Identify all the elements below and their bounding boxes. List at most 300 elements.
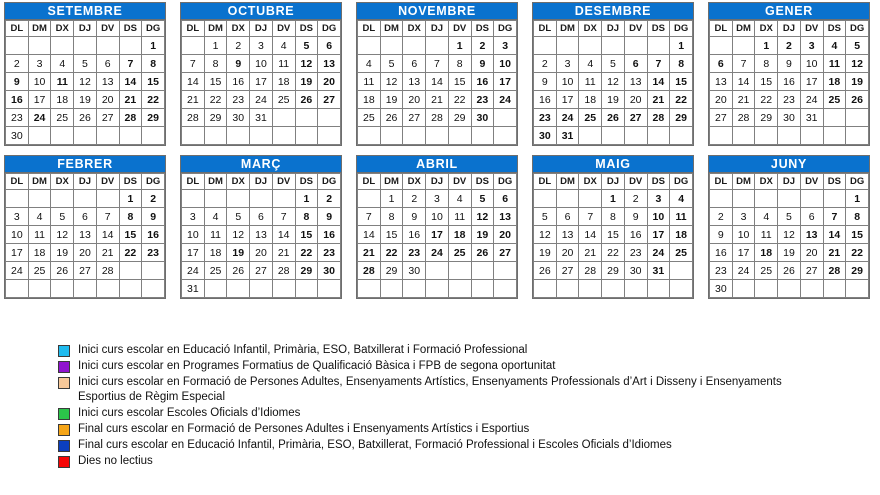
day-cell-holiday[interactable]: 5 bbox=[295, 37, 318, 55]
day-cell[interactable]: 12 bbox=[534, 226, 557, 244]
day-cell-holiday[interactable]: 3 bbox=[494, 37, 517, 55]
day-cell-holiday[interactable]: 27 bbox=[318, 91, 341, 109]
day-cell-holiday[interactable]: 9 bbox=[318, 208, 341, 226]
day-cell[interactable]: 19 bbox=[602, 91, 625, 109]
day-cell[interactable]: 9 bbox=[403, 208, 426, 226]
day-cell-holiday[interactable]: 21 bbox=[647, 91, 670, 109]
day-cell[interactable]: 8 bbox=[204, 55, 227, 73]
day-cell-holiday[interactable]: 15 bbox=[295, 226, 318, 244]
day-cell-holiday[interactable]: 2 bbox=[778, 37, 801, 55]
day-cell[interactable]: 21 bbox=[579, 244, 602, 262]
day-cell-holiday[interactable]: 19 bbox=[471, 226, 494, 244]
day-cell[interactable]: 27 bbox=[800, 262, 823, 280]
day-cell-holiday[interactable]: 14 bbox=[823, 226, 846, 244]
day-cell-holiday[interactable]: 17 bbox=[647, 226, 670, 244]
day-cell[interactable]: 23 bbox=[710, 262, 733, 280]
day-cell[interactable]: 13 bbox=[624, 73, 647, 91]
day-cell[interactable]: 30 bbox=[624, 262, 647, 280]
day-cell[interactable]: 10 bbox=[556, 73, 579, 91]
day-cell[interactable]: 20 bbox=[74, 244, 97, 262]
day-cell[interactable]: 4 bbox=[755, 208, 778, 226]
day-cell[interactable]: 12 bbox=[778, 226, 801, 244]
day-cell[interactable]: 20 bbox=[96, 91, 119, 109]
day-cell-holiday[interactable]: 8 bbox=[119, 208, 142, 226]
day-cell[interactable]: 26 bbox=[534, 262, 557, 280]
day-cell[interactable]: 8 bbox=[448, 55, 471, 73]
day-cell-holiday[interactable]: 2 bbox=[142, 190, 165, 208]
day-cell-holiday[interactable]: 1 bbox=[119, 190, 142, 208]
day-cell[interactable]: 4 bbox=[204, 208, 227, 226]
day-cell[interactable]: 22 bbox=[448, 91, 471, 109]
day-cell[interactable]: 5 bbox=[380, 55, 403, 73]
day-cell[interactable]: 15 bbox=[602, 226, 625, 244]
day-cell-holiday[interactable]: 7 bbox=[823, 208, 846, 226]
day-cell-holiday[interactable]: 22 bbox=[295, 244, 318, 262]
day-cell[interactable]: 30 bbox=[403, 262, 426, 280]
day-cell[interactable]: 6 bbox=[403, 55, 426, 73]
day-cell[interactable]: 13 bbox=[403, 73, 426, 91]
day-cell-end-adults[interactable]: 13 bbox=[800, 226, 823, 244]
day-cell[interactable]: 4 bbox=[358, 55, 381, 73]
day-cell-holiday[interactable]: 8 bbox=[295, 208, 318, 226]
day-cell[interactable]: 7 bbox=[579, 208, 602, 226]
day-cell-holiday[interactable]: 15 bbox=[846, 226, 869, 244]
day-cell[interactable]: 31 bbox=[182, 280, 205, 298]
day-cell[interactable]: 12 bbox=[380, 73, 403, 91]
day-cell-holiday[interactable]: 31 bbox=[556, 127, 579, 145]
day-cell[interactable]: 28 bbox=[272, 262, 295, 280]
day-cell[interactable]: 18 bbox=[358, 91, 381, 109]
day-cell[interactable]: 22 bbox=[204, 91, 227, 109]
day-cell-holiday[interactable]: 2 bbox=[318, 190, 341, 208]
day-cell[interactable]: 20 bbox=[556, 244, 579, 262]
day-cell[interactable]: 25 bbox=[358, 109, 381, 127]
day-cell-holiday[interactable]: 25 bbox=[670, 244, 693, 262]
day-cell[interactable]: 10 bbox=[800, 55, 823, 73]
day-cell[interactable]: 19 bbox=[534, 244, 557, 262]
day-cell-holiday[interactable]: 7 bbox=[647, 55, 670, 73]
day-cell[interactable]: 6 bbox=[556, 208, 579, 226]
day-cell[interactable]: 19 bbox=[51, 244, 74, 262]
day-cell-holiday[interactable]: 29 bbox=[670, 109, 693, 127]
day-cell[interactable]: 3 bbox=[732, 208, 755, 226]
day-cell[interactable]: 7 bbox=[96, 208, 119, 226]
day-cell-holiday[interactable]: 22 bbox=[846, 244, 869, 262]
day-cell[interactable]: 15 bbox=[204, 73, 227, 91]
day-cell-holiday[interactable]: 17 bbox=[426, 226, 449, 244]
day-cell-holiday[interactable]: 12 bbox=[846, 55, 869, 73]
day-cell[interactable]: 6 bbox=[250, 208, 273, 226]
day-cell-holiday[interactable]: 16 bbox=[142, 226, 165, 244]
day-cell-holiday[interactable]: 6 bbox=[624, 55, 647, 73]
day-cell[interactable]: 26 bbox=[74, 109, 97, 127]
day-cell[interactable]: 2 bbox=[403, 190, 426, 208]
day-cell-holiday[interactable]: 22 bbox=[670, 91, 693, 109]
day-cell[interactable]: 7 bbox=[182, 55, 205, 73]
day-cell-holiday[interactable]: 9 bbox=[471, 55, 494, 73]
day-cell[interactable]: 24 bbox=[800, 91, 823, 109]
day-cell[interactable]: 24 bbox=[732, 262, 755, 280]
day-cell[interactable]: 23 bbox=[778, 91, 801, 109]
day-cell[interactable]: 5 bbox=[51, 208, 74, 226]
day-cell-holiday[interactable]: 21 bbox=[358, 244, 381, 262]
day-cell[interactable]: 27 bbox=[710, 109, 733, 127]
day-cell-holiday[interactable]: 22 bbox=[119, 244, 142, 262]
day-cell-holiday[interactable]: 15 bbox=[142, 73, 165, 91]
day-cell-holiday[interactable]: 26 bbox=[846, 91, 869, 109]
day-cell[interactable]: 18 bbox=[204, 244, 227, 262]
day-cell-holiday[interactable]: 1 bbox=[755, 37, 778, 55]
day-cell[interactable]: 8 bbox=[380, 208, 403, 226]
day-cell[interactable]: 7 bbox=[272, 208, 295, 226]
day-cell[interactable]: 9 bbox=[778, 55, 801, 73]
day-cell[interactable]: 16 bbox=[227, 73, 250, 91]
day-cell-holiday[interactable]: 28 bbox=[119, 109, 142, 127]
day-cell[interactable]: 21 bbox=[96, 244, 119, 262]
day-cell-holiday[interactable]: 8 bbox=[670, 55, 693, 73]
day-cell-holiday[interactable]: 25 bbox=[448, 244, 471, 262]
day-cell-holiday[interactable]: 1 bbox=[295, 190, 318, 208]
day-cell[interactable]: 30 bbox=[778, 109, 801, 127]
day-cell[interactable]: 13 bbox=[556, 226, 579, 244]
day-cell-holiday[interactable]: 12 bbox=[471, 208, 494, 226]
day-cell-holiday[interactable]: 29 bbox=[295, 262, 318, 280]
day-cell[interactable]: 28 bbox=[732, 109, 755, 127]
day-cell[interactable]: 20 bbox=[624, 91, 647, 109]
day-cell-holiday[interactable]: 22 bbox=[380, 244, 403, 262]
day-cell[interactable]: 7 bbox=[732, 55, 755, 73]
day-cell[interactable]: 20 bbox=[800, 244, 823, 262]
day-cell[interactable]: 11 bbox=[358, 73, 381, 91]
day-cell[interactable]: 15 bbox=[755, 73, 778, 91]
day-cell[interactable]: 21 bbox=[182, 91, 205, 109]
day-cell[interactable]: 12 bbox=[227, 226, 250, 244]
day-cell-holiday[interactable]: 16 bbox=[318, 226, 341, 244]
day-cell-holiday[interactable]: 1 bbox=[142, 37, 165, 55]
day-cell-holiday[interactable]: 4 bbox=[823, 37, 846, 55]
day-cell[interactable]: 18 bbox=[272, 73, 295, 91]
day-cell-start-pfqb[interactable]: 11 bbox=[51, 73, 74, 91]
day-cell[interactable]: 17 bbox=[732, 244, 755, 262]
day-cell-holiday[interactable]: 11 bbox=[670, 208, 693, 226]
day-cell[interactable]: 29 bbox=[204, 109, 227, 127]
day-cell[interactable]: 3 bbox=[426, 190, 449, 208]
day-cell-holiday[interactable]: 19 bbox=[295, 73, 318, 91]
day-cell[interactable]: 11 bbox=[448, 208, 471, 226]
day-cell[interactable]: 8 bbox=[755, 55, 778, 73]
day-cell[interactable]: 10 bbox=[28, 73, 51, 91]
day-cell-holiday[interactable]: 23 bbox=[318, 244, 341, 262]
day-cell[interactable]: 14 bbox=[182, 73, 205, 91]
day-cell-holiday[interactable]: 24 bbox=[426, 244, 449, 262]
day-cell[interactable]: 2 bbox=[227, 37, 250, 55]
day-cell[interactable]: 9 bbox=[710, 226, 733, 244]
day-cell[interactable]: 19 bbox=[380, 91, 403, 109]
day-cell[interactable]: 27 bbox=[96, 109, 119, 127]
day-cell[interactable]: 29 bbox=[602, 262, 625, 280]
day-cell[interactable]: 16 bbox=[534, 91, 557, 109]
day-cell-holiday[interactable]: 25 bbox=[823, 91, 846, 109]
day-cell[interactable]: 24 bbox=[250, 91, 273, 109]
day-cell[interactable]: 14 bbox=[732, 73, 755, 91]
day-cell-holiday[interactable]: 19 bbox=[227, 244, 250, 262]
day-cell[interactable]: 24 bbox=[182, 262, 205, 280]
day-cell[interactable]: 4 bbox=[579, 55, 602, 73]
day-cell-holiday[interactable]: 14 bbox=[647, 73, 670, 91]
day-cell[interactable]: 13 bbox=[96, 73, 119, 91]
day-cell-holiday[interactable]: 19 bbox=[846, 73, 869, 91]
day-cell-holiday[interactable]: 1 bbox=[670, 37, 693, 55]
day-cell[interactable]: 17 bbox=[250, 73, 273, 91]
day-cell[interactable]: 30 bbox=[6, 127, 29, 145]
day-cell-holiday[interactable]: 28 bbox=[358, 262, 381, 280]
day-cell[interactable]: 3 bbox=[28, 55, 51, 73]
day-cell-start-adults[interactable]: 16 bbox=[6, 91, 29, 109]
day-cell-holiday[interactable]: 18 bbox=[670, 226, 693, 244]
day-cell[interactable]: 21 bbox=[272, 244, 295, 262]
day-cell-holiday[interactable]: 24 bbox=[556, 109, 579, 127]
day-cell-holiday[interactable]: 18 bbox=[448, 226, 471, 244]
day-cell[interactable]: 26 bbox=[51, 262, 74, 280]
day-cell-holiday[interactable]: 1 bbox=[448, 37, 471, 55]
day-cell[interactable]: 14 bbox=[358, 226, 381, 244]
day-cell[interactable]: 27 bbox=[403, 109, 426, 127]
day-cell-holiday[interactable]: 26 bbox=[471, 244, 494, 262]
day-cell-holiday[interactable]: 10 bbox=[494, 55, 517, 73]
day-cell[interactable]: 20 bbox=[250, 244, 273, 262]
day-cell[interactable]: 22 bbox=[755, 91, 778, 109]
day-cell[interactable]: 8 bbox=[602, 208, 625, 226]
day-cell[interactable]: 15 bbox=[448, 73, 471, 91]
day-cell[interactable]: 3 bbox=[250, 37, 273, 55]
day-cell[interactable]: 14 bbox=[426, 73, 449, 91]
day-cell[interactable]: 4 bbox=[28, 208, 51, 226]
day-cell[interactable]: 28 bbox=[579, 262, 602, 280]
day-cell[interactable]: 11 bbox=[204, 226, 227, 244]
day-cell[interactable]: 29 bbox=[448, 109, 471, 127]
day-cell[interactable]: 20 bbox=[403, 91, 426, 109]
day-cell[interactable]: 19 bbox=[74, 91, 97, 109]
day-cell[interactable]: 10 bbox=[426, 208, 449, 226]
day-cell-holiday[interactable]: 6 bbox=[318, 37, 341, 55]
day-cell[interactable]: 26 bbox=[227, 262, 250, 280]
day-cell[interactable]: 4 bbox=[448, 190, 471, 208]
day-cell[interactable]: 18 bbox=[579, 91, 602, 109]
day-cell[interactable]: 9 bbox=[624, 208, 647, 226]
day-cell[interactable]: 4 bbox=[51, 55, 74, 73]
day-cell[interactable]: 13 bbox=[250, 226, 273, 244]
day-cell[interactable]: 2 bbox=[624, 190, 647, 208]
day-cell-holiday[interactable]: 25 bbox=[579, 109, 602, 127]
day-cell[interactable]: 25 bbox=[204, 262, 227, 280]
day-cell[interactable]: 10 bbox=[732, 226, 755, 244]
day-cell[interactable]: 25 bbox=[51, 109, 74, 127]
day-cell[interactable]: 28 bbox=[96, 262, 119, 280]
day-cell-holiday[interactable]: 18 bbox=[823, 73, 846, 91]
day-cell[interactable]: 11 bbox=[579, 73, 602, 91]
day-cell-holiday[interactable]: 26 bbox=[295, 91, 318, 109]
day-cell[interactable]: 10 bbox=[6, 226, 29, 244]
day-cell-holiday[interactable]: 17 bbox=[494, 73, 517, 91]
day-cell[interactable]: 5 bbox=[227, 208, 250, 226]
day-cell[interactable]: 11 bbox=[755, 226, 778, 244]
day-cell[interactable]: 2 bbox=[6, 55, 29, 73]
day-cell-holiday[interactable]: 4 bbox=[670, 190, 693, 208]
day-cell-holiday[interactable]: 30 bbox=[471, 109, 494, 127]
day-cell[interactable]: 27 bbox=[556, 262, 579, 280]
day-cell[interactable]: 3 bbox=[6, 208, 29, 226]
day-cell[interactable]: 9 bbox=[534, 73, 557, 91]
day-cell[interactable]: 5 bbox=[534, 208, 557, 226]
day-cell[interactable]: 18 bbox=[51, 91, 74, 109]
day-cell[interactable]: 14 bbox=[96, 226, 119, 244]
day-cell[interactable]: 12 bbox=[74, 73, 97, 91]
day-cell[interactable]: 26 bbox=[778, 262, 801, 280]
day-cell-holiday[interactable]: 28 bbox=[647, 109, 670, 127]
day-cell-holiday[interactable]: 21 bbox=[119, 91, 142, 109]
day-cell[interactable]: 23 bbox=[227, 91, 250, 109]
day-cell[interactable]: 6 bbox=[800, 208, 823, 226]
day-cell[interactable]: 1 bbox=[380, 190, 403, 208]
day-cell-holiday[interactable]: 12 bbox=[295, 55, 318, 73]
day-cell[interactable]: 12 bbox=[51, 226, 74, 244]
day-cell[interactable]: 28 bbox=[182, 109, 205, 127]
day-cell-holiday[interactable]: 22 bbox=[142, 91, 165, 109]
day-cell-holiday[interactable]: 1 bbox=[846, 190, 869, 208]
day-cell-holiday[interactable]: 5 bbox=[471, 190, 494, 208]
day-cell[interactable]: 5 bbox=[602, 55, 625, 73]
day-cell-holiday[interactable]: 24 bbox=[494, 91, 517, 109]
day-cell-holiday[interactable]: 23 bbox=[471, 91, 494, 109]
day-cell[interactable]: 13 bbox=[74, 226, 97, 244]
day-cell[interactable]: 28 bbox=[426, 109, 449, 127]
day-cell-holiday[interactable]: 24 bbox=[647, 244, 670, 262]
day-cell-holiday[interactable]: 13 bbox=[494, 208, 517, 226]
day-cell-holiday[interactable]: 11 bbox=[823, 55, 846, 73]
day-cell[interactable]: 13 bbox=[710, 73, 733, 91]
day-cell-holiday[interactable]: 29 bbox=[846, 262, 869, 280]
day-cell[interactable]: 29 bbox=[755, 109, 778, 127]
day-cell[interactable]: 27 bbox=[74, 262, 97, 280]
day-cell[interactable]: 14 bbox=[579, 226, 602, 244]
day-cell[interactable]: 16 bbox=[710, 244, 733, 262]
day-cell[interactable]: 6 bbox=[74, 208, 97, 226]
day-cell[interactable]: 16 bbox=[778, 73, 801, 91]
day-cell-holiday[interactable]: 28 bbox=[823, 262, 846, 280]
day-cell[interactable]: 17 bbox=[800, 73, 823, 91]
day-cell[interactable]: 5 bbox=[74, 55, 97, 73]
day-cell[interactable]: 23 bbox=[6, 109, 29, 127]
day-cell-holiday[interactable]: 3 bbox=[647, 190, 670, 208]
day-cell[interactable]: 19 bbox=[778, 244, 801, 262]
day-cell-holiday[interactable]: 16 bbox=[471, 73, 494, 91]
day-cell[interactable]: 3 bbox=[556, 55, 579, 73]
day-cell-holiday[interactable]: 23 bbox=[534, 109, 557, 127]
day-cell[interactable]: 11 bbox=[28, 226, 51, 244]
day-cell-holiday[interactable]: 15 bbox=[119, 226, 142, 244]
day-cell-holiday[interactable]: 29 bbox=[142, 109, 165, 127]
day-cell-holiday[interactable]: 3 bbox=[800, 37, 823, 55]
day-cell-end-general[interactable]: 18 bbox=[755, 244, 778, 262]
day-cell-holiday[interactable]: 6 bbox=[710, 55, 733, 73]
day-cell-holiday[interactable]: 20 bbox=[494, 226, 517, 244]
day-cell-holiday[interactable]: 23 bbox=[142, 244, 165, 262]
day-cell[interactable]: 17 bbox=[28, 91, 51, 109]
day-cell-holiday[interactable]: 1 bbox=[602, 190, 625, 208]
day-cell-holiday[interactable]: 8 bbox=[142, 55, 165, 73]
day-cell[interactable]: 31 bbox=[800, 109, 823, 127]
day-cell[interactable]: 21 bbox=[426, 91, 449, 109]
day-cell[interactable]: 10 bbox=[250, 55, 273, 73]
day-cell-holiday[interactable]: 13 bbox=[318, 55, 341, 73]
day-cell[interactable]: 6 bbox=[96, 55, 119, 73]
day-cell[interactable]: 16 bbox=[403, 226, 426, 244]
day-cell[interactable]: 4 bbox=[272, 37, 295, 55]
day-cell-holiday[interactable]: 8 bbox=[846, 208, 869, 226]
day-cell[interactable]: 17 bbox=[556, 91, 579, 109]
day-cell-holiday[interactable]: 14 bbox=[119, 73, 142, 91]
day-cell[interactable]: 31 bbox=[250, 109, 273, 127]
day-cell[interactable]: 22 bbox=[602, 244, 625, 262]
day-cell[interactable]: 25 bbox=[272, 91, 295, 109]
day-cell[interactable]: 27 bbox=[250, 262, 273, 280]
day-cell[interactable]: 23 bbox=[624, 244, 647, 262]
day-cell-holiday[interactable]: 20 bbox=[318, 73, 341, 91]
day-cell[interactable]: 15 bbox=[380, 226, 403, 244]
day-cell[interactable]: 30 bbox=[710, 280, 733, 298]
day-cell[interactable]: 25 bbox=[755, 262, 778, 280]
day-cell-holiday[interactable]: 31 bbox=[647, 262, 670, 280]
day-cell[interactable]: 25 bbox=[28, 262, 51, 280]
day-cell[interactable]: 29 bbox=[380, 262, 403, 280]
day-cell[interactable]: 16 bbox=[624, 226, 647, 244]
day-cell-holiday[interactable]: 26 bbox=[602, 109, 625, 127]
day-cell-holiday[interactable]: 30 bbox=[318, 262, 341, 280]
day-cell[interactable]: 12 bbox=[602, 73, 625, 91]
day-cell-holiday[interactable]: 6 bbox=[494, 190, 517, 208]
day-cell-holiday[interactable]: 23 bbox=[403, 244, 426, 262]
day-cell[interactable]: 26 bbox=[380, 109, 403, 127]
day-cell-holiday[interactable]: 9 bbox=[227, 55, 250, 73]
day-cell[interactable]: 21 bbox=[732, 91, 755, 109]
day-cell[interactable]: 14 bbox=[272, 226, 295, 244]
day-cell[interactable]: 5 bbox=[778, 208, 801, 226]
day-cell[interactable]: 7 bbox=[426, 55, 449, 73]
day-cell-holiday[interactable]: 21 bbox=[823, 244, 846, 262]
day-cell[interactable]: 1 bbox=[204, 37, 227, 55]
day-cell-holiday[interactable]: 9 bbox=[142, 208, 165, 226]
day-cell[interactable]: 17 bbox=[182, 244, 205, 262]
day-cell-holiday[interactable]: 27 bbox=[494, 244, 517, 262]
day-cell[interactable]: 30 bbox=[227, 109, 250, 127]
day-cell-holiday[interactable]: 27 bbox=[624, 109, 647, 127]
day-cell-holiday[interactable]: 5 bbox=[846, 37, 869, 55]
day-cell-holiday[interactable]: 10 bbox=[647, 208, 670, 226]
day-cell-holiday[interactable]: 7 bbox=[119, 55, 142, 73]
day-cell[interactable]: 11 bbox=[272, 55, 295, 73]
day-cell[interactable]: 3 bbox=[182, 208, 205, 226]
day-cell[interactable]: 2 bbox=[534, 55, 557, 73]
day-cell[interactable]: 24 bbox=[6, 262, 29, 280]
day-cell[interactable]: 2 bbox=[710, 208, 733, 226]
day-cell-holiday[interactable]: 15 bbox=[670, 73, 693, 91]
day-cell-start-idiomes[interactable]: 24 bbox=[28, 109, 51, 127]
day-cell[interactable]: 18 bbox=[28, 244, 51, 262]
day-cell[interactable]: 20 bbox=[710, 91, 733, 109]
day-cell-holiday[interactable]: 30 bbox=[534, 127, 557, 145]
day-cell-holiday[interactable]: 2 bbox=[471, 37, 494, 55]
day-cell-start-infantil[interactable]: 9 bbox=[6, 73, 29, 91]
